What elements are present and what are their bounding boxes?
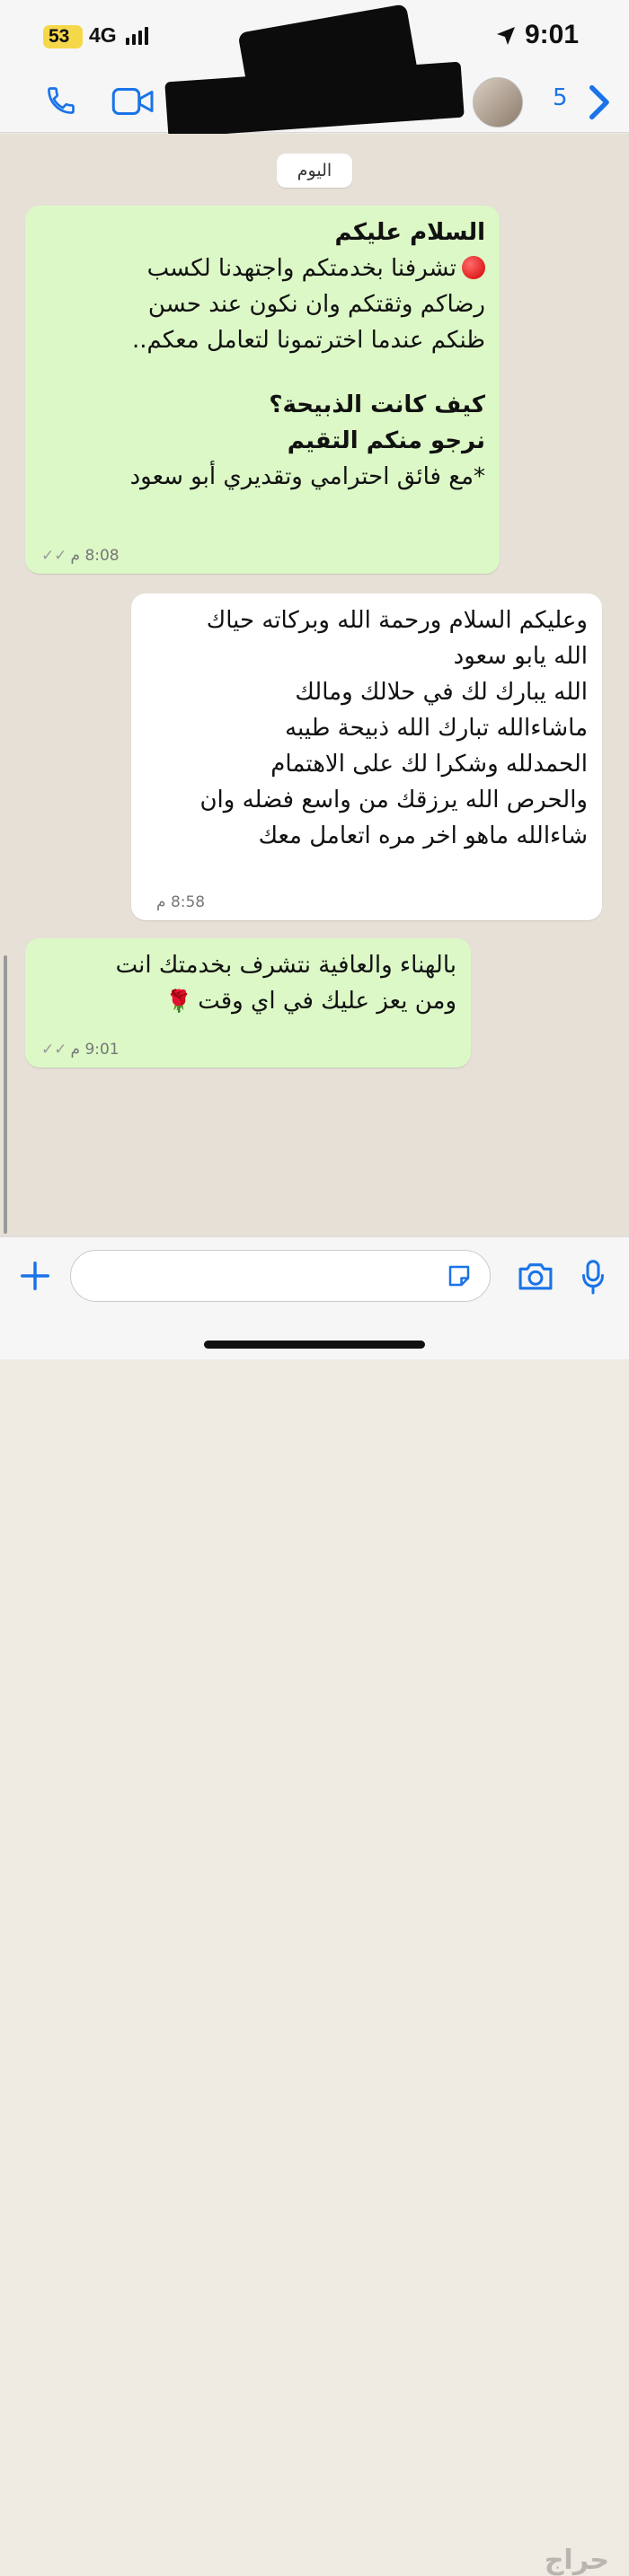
message-bubble-outgoing[interactable]: [25, 938, 471, 1068]
message-time: 8:08 م: [70, 547, 120, 565]
message-line: بالهناء والعافية نتشرف بخدمتك انت: [115, 952, 456, 979]
sticker-icon[interactable]: [446, 1262, 473, 1289]
message-line: تشرفنا بخدمتكم واجتهدنا لكسب: [40, 251, 485, 286]
red-circle-emoji-icon: [462, 256, 485, 279]
signal-icon: [126, 27, 148, 45]
message-meta: [156, 893, 205, 911]
message-line: ظنكم عندما اخترتمونا لتعامل معكم..: [132, 327, 485, 354]
message-line: السلام عليكم: [334, 219, 485, 246]
read-receipt-icon: ✓✓: [41, 1041, 67, 1059]
video-call-icon[interactable]: [111, 86, 155, 117]
message-line: شاءالله ماهو اخر مره اتعامل معك: [258, 822, 588, 849]
avatar[interactable]: [473, 77, 523, 127]
rose-emoji-icon: 🌹: [165, 989, 193, 1014]
phone-call-icon[interactable]: [45, 84, 77, 117]
watermark-logo: حراج: [544, 2545, 609, 2576]
chevron-back-icon[interactable]: [586, 84, 611, 120]
battery-indicator: 53: [43, 25, 83, 48]
message-line: كيف كانت الذبيحة؟: [269, 391, 485, 418]
clock: 9:01: [524, 20, 579, 49]
message-line: رضاكم وثقتكم وان نكون عند حسن: [147, 291, 485, 318]
message-line: نرجو منكم التقيم: [287, 427, 485, 454]
message-input[interactable]: [70, 1250, 491, 1302]
message-line: ماشاءالله تبارك الله ذبيحة طيبه: [285, 715, 588, 742]
scrollbar[interactable]: [4, 955, 7, 1234]
read-receipt-icon: ✓✓: [41, 547, 67, 565]
home-indicator[interactable]: [204, 1341, 425, 1349]
plus-icon[interactable]: [18, 1259, 52, 1293]
location-arrow-icon: [495, 25, 517, 47]
unread-count[interactable]: 5: [553, 84, 568, 111]
message-line: الله يبارك لك في حلالك ومالك: [295, 679, 588, 706]
message-time: 8:58 م: [156, 893, 206, 911]
chat-header: [0, 72, 629, 133]
message-line: *مع فائق احترامي وتقديري أبو سعود: [129, 463, 485, 490]
chat-area[interactable]: [0, 134, 629, 1236]
date-separator: اليوم: [277, 154, 352, 188]
message-bubble-outgoing[interactable]: [25, 206, 500, 574]
camera-icon[interactable]: [518, 1261, 554, 1291]
microphone-icon[interactable]: [582, 1259, 604, 1295]
message-line: الله يابو سعود: [453, 643, 588, 670]
message-meta: [41, 1041, 120, 1059]
message-line: والحرص الله يرزقك من واسع فضله وان: [199, 787, 588, 813]
message-meta: [41, 547, 120, 565]
message-line: وعليكم السلام ورحمة الله وبركاته حياك: [206, 607, 588, 634]
message-time: 9:01 م: [70, 1041, 120, 1059]
message-line: ومن يعز عليك في اي وقت🌹: [40, 983, 456, 1019]
message-line: الحمدلله وشكرا لك على الاهتمام: [270, 751, 588, 778]
message-bubble-incoming[interactable]: [131, 593, 602, 920]
network-type: 4G: [89, 23, 117, 47]
